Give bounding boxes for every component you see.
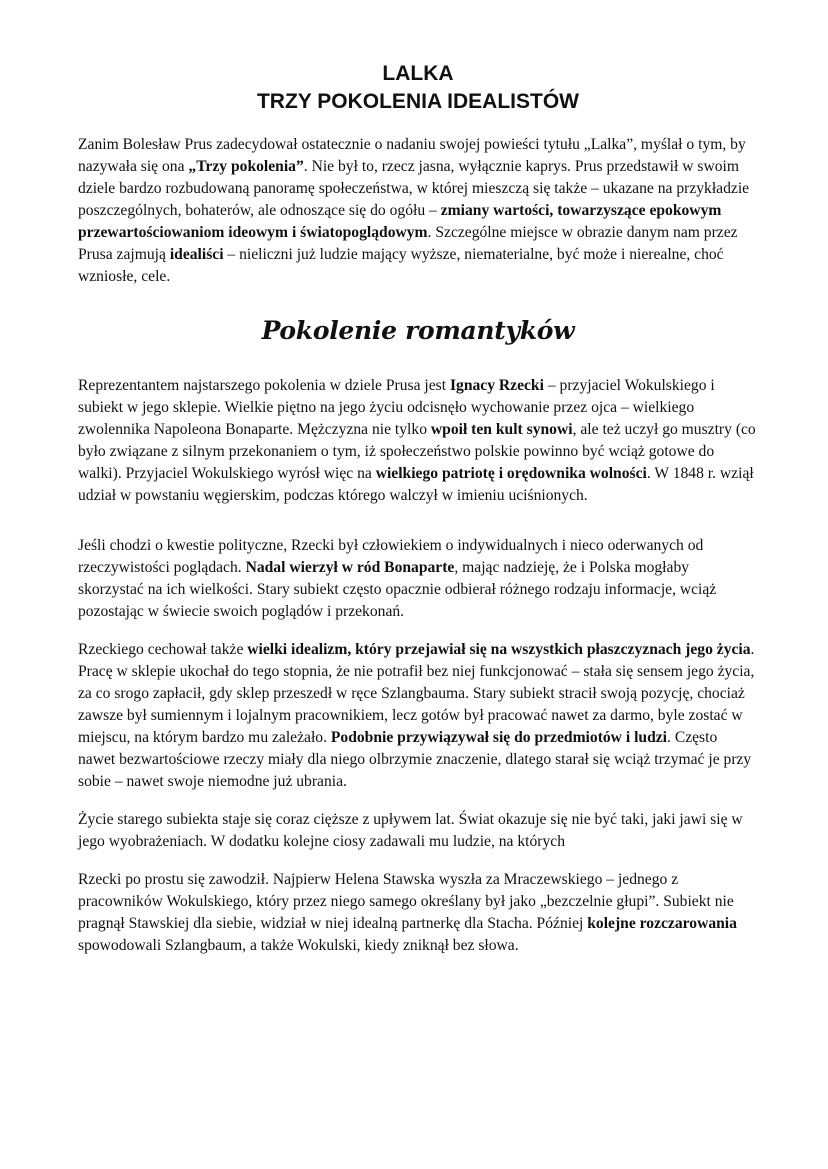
text-run: Rzeckiego cechował także	[78, 641, 248, 658]
intro-paragraph	[78, 134, 758, 288]
bold-run: „Trzy pokolenia”	[188, 158, 304, 175]
bold-run: Podobnie przywiązywał się do przedmiotów i ludzi	[330, 729, 668, 746]
section-heading: Pokolenie romantyków	[261, 316, 575, 345]
text-run: Jeśli chodzi o kwestie polityczne, Rzecki był człowiekiem o indywidualnych i nieco oderwanych od rzeczywistości poglądach.	[78, 537, 704, 576]
paragraph-4	[78, 809, 758, 853]
text-run: Reprezentantem najstarszego pokolenia w dziele Prusa jest	[78, 377, 450, 394]
paragraph-5	[78, 869, 758, 957]
bold-run: wielki idealizm, który przejawiał się na wszystkich płaszczyznach jego życia	[247, 641, 751, 658]
paragraph-3	[78, 639, 758, 793]
paragraph-2	[78, 535, 758, 623]
text-run: Życie starego subiekta staje się coraz cięższe z upływem lat. Świat okazuje się nie być taki, jaki jawi się w jego wyobrażeniach. W dodatku kolejne ciosy zadawali mu ludzie, na których	[78, 811, 743, 850]
bold-run: wielkiego patriotę i orędownika wolności	[375, 465, 647, 482]
text-run: – nieliczni już ludzie mający wyższe, niematerialne, być może i nierealne, choć wzniosłe, cele.	[78, 246, 724, 285]
text-run: Zanim Bolesław Prus zadecydował ostatecznie o nadaniu swojej powieści tytułu „Lalka”, myślał o tym, by nazywała się ona	[78, 136, 746, 175]
text-run: . Pracę w sklepie ukochał do tego stopnia, że nie potrafił bez niej funkcjonować – stała się sensem jego życia, za co srogo zapłacił, gdy sklep przeszedł w ręce Szlangbauma. Stary subiekt stracił swoją pozycję, chociaż zawsze był sumiennym i lojalnym pracownikiem, lecz gotów był pracować nawet za darmo, byle zostać w miejscu, na którym bardzo mu zależało.	[78, 641, 755, 746]
document-page	[78, 60, 758, 973]
text-run: . Nie był to, rzecz jasna, wyłącznie kaprys. Prus przedstawił w swoim dziele bardzo rozbudowaną panoramę społeczeństwa, w której mieszczą się także – ukazane na przykładzie poszczególnych, bohaterów, ale odnoszące się do ogółu –	[78, 158, 750, 219]
bold-run: Ignacy Rzecki	[449, 377, 544, 394]
bold-run: Nadal wierzył w ród Bonaparte	[245, 559, 455, 576]
bold-run: kolejne rozczarowania	[587, 915, 737, 932]
text-run: . Szczególne miejsce w obrazie danym nam przez Prusa zajmują	[78, 224, 738, 263]
text-run: Rzecki po prostu się zawodził. Najpierw Helena Stawska wyszła za Mraczewskiego – jednego z pracowników Wokulskiego, który przez niego samego określany był jako „bezczelnie głupi”. Subiekt nie pragnął Stawskiej dla siebie, widział w niej idealną partnerkę dla Stacha. Później	[78, 871, 734, 932]
document-title	[78, 60, 758, 116]
text-run: – przyjaciel Wokulskiego i subiekt w jego sklepie. Wielkie piętno na jego życiu odcisnęło wychowanie przez ojca – wielkiego zwolennika Napoleona Bonaparte. Mężczyzna nie tylko	[78, 377, 715, 438]
bold-run: zmiany wartości, towarzyszące epokowym przewartościowaniom ideowym i światopoglądowym	[78, 202, 722, 241]
text-run: . Często nawet bezwartościowe rzeczy miały dla niego olbrzymie znaczenie, dlatego starał się wciąż trzymać je przy sobie – nawet swoje niemodne już ubrania.	[78, 729, 752, 790]
text-run: spowodowali Szlangbaum, a także Wokulski, kiedy zniknął bez słowa.	[78, 937, 519, 954]
bold-run: idealiści	[169, 246, 224, 263]
text-run: , mając nadzieję, że i Polska mogłaby skorzystać na ich wielkości. Stary subiekt często opacznie odbierał różnego rodzaju informacje, wciąż pozostając w świecie swoich poglądów i przekonań.	[78, 559, 717, 620]
title-line-1: LALKA	[382, 62, 454, 85]
text-run: , ale też uczył go musztry (co było związane z silnym przekonaniem o tym, iż społeczeństwo polskie powinno być wciąż gotowe do walki). Przyjaciel Wokulskiego wyrósł więc na	[78, 421, 756, 482]
title-line-2: TRZY POKOLENIA IDEALISTÓW	[256, 90, 579, 113]
text-run: . W 1848 r. wziął udział w powstaniu węgierskim, podczas którego walczył w imieniu uciśnionych.	[78, 465, 754, 504]
bold-run: wpoił ten kult synowi	[430, 421, 573, 438]
paragraph-1	[78, 375, 758, 507]
